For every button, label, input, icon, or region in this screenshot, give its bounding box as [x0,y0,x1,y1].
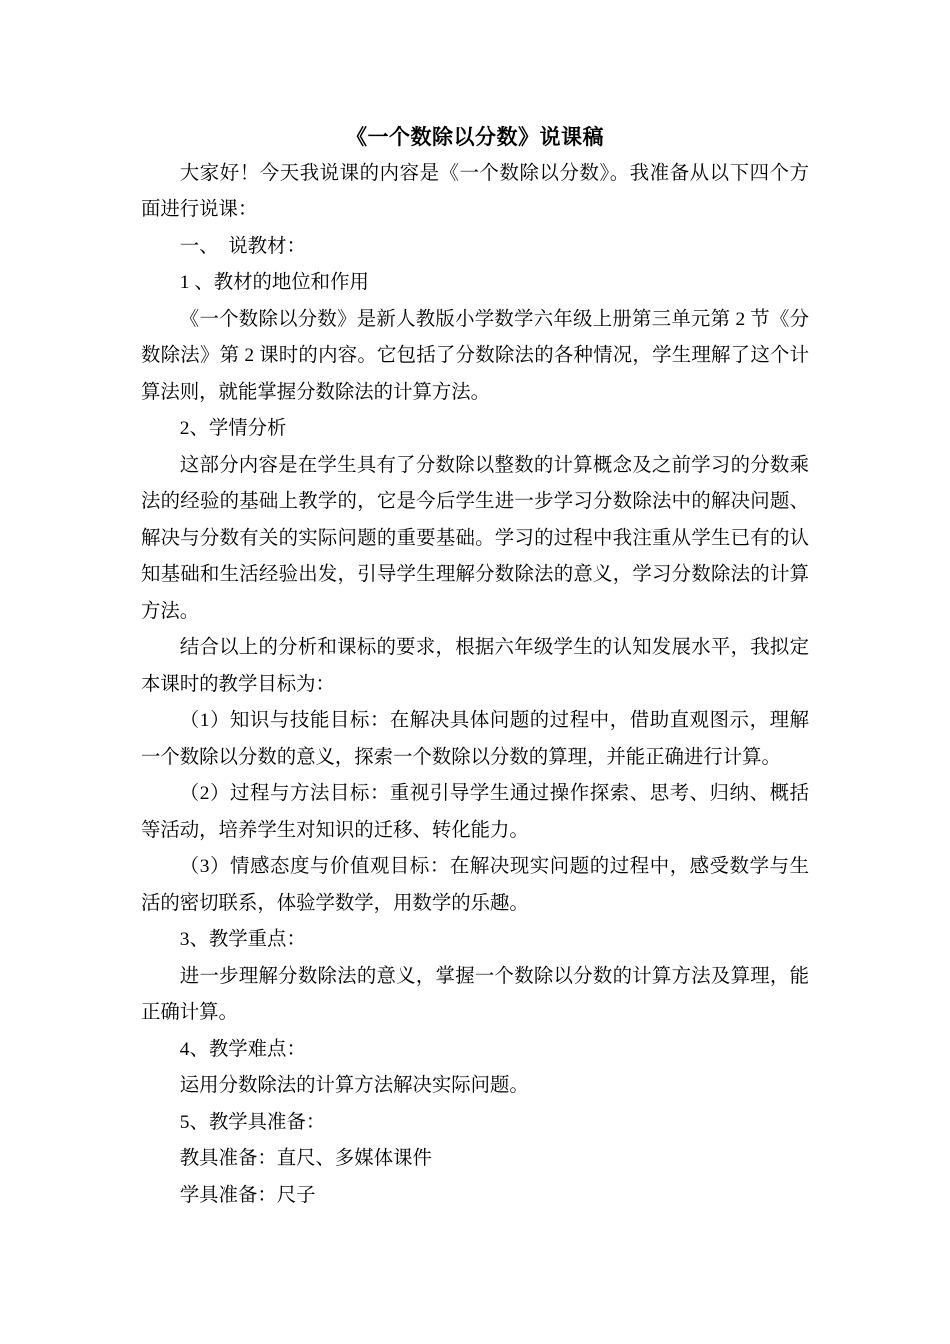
paragraph: 1 、教材的地位和作用 [179,272,369,293]
paragraph: 教具准备：直尺、多媒体课件 [179,1148,432,1169]
paragraph: 2、学情分析 [179,418,287,439]
paragraph: 4、教学难点： [179,1038,306,1060]
paragraph: 这部分内容是在学生具有了分数除以整数的计算概念及之前学习的分数乘法的经验的基础上教学的，它是今后学生进一步学习分数除法中的解决问题、解决与分数有关的实际问题的重要基础。学习的过程中我注重从学生已有的认知基础和生活经验出发，引导学生理解分数除法的意义，学习分数除法的计算方法。 [141,454,809,622]
paragraph: 进一步理解分数除法的意义，掌握一个数除以分数的计算方法及算理，能正确计算。 [141,965,809,1023]
paragraph: 运用分数除法的计算方法解决实际问题。 [179,1075,529,1096]
paragraph: 3、教学重点： [179,929,306,950]
paragraph: （1）知识与技能目标：在解决具体问题的过程中，借助直观图示，理解一个数除以分数的意义，探索一个数除以分数的算理，并能正确进行计算。 [141,710,809,768]
paragraph: （2）过程与方法目标：重视引导学生通过操作探索、思考、归纳、概括等活动，培养学生对知识的迁移、转化能力。 [141,783,809,841]
document-title: 《一个数除以分数》说课稿 [346,125,604,149]
paragraph: 结合以上的分析和课标的要求，根据六年级学生的认知发展水平，我拟定本课时的教学目标为： [141,637,809,695]
paragraph: 5、教学具准备： [179,1111,326,1133]
paragraph: 学具准备：尺子 [179,1184,316,1206]
paragraph: （3）情感态度与价值观目标：在解决现实问题的过程中，感受数学与生活的密切联系，体验学数学，用数学的乐趣。 [141,856,809,914]
document-body [141,156,809,1215]
document-content [141,119,809,1214]
paragraph: 一、 说教材： [179,235,306,257]
paragraph: 《一个数除以分数》是新人教版小学数学六年级上册第三单元第 2 节《分数除法》第 2 课时的内容。它包括了分数除法的各种情况，学生理解了这个计算法则，就能掌握分数除法的计算方法。 [141,308,809,403]
paragraph: 大家好！今天我说课的内容是《一个数除以分数》。我准备从以下四个方面进行说课： [141,162,809,220]
